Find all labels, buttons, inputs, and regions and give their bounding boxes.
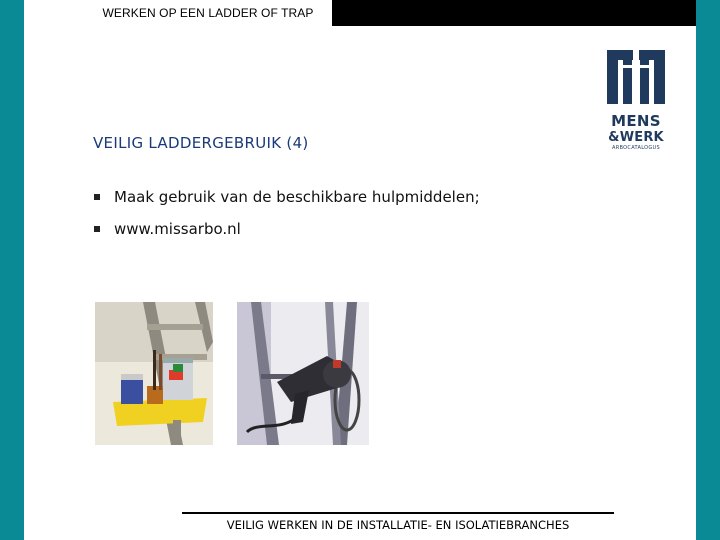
bullet-item <box>94 213 480 245</box>
footer-title: VEILIG WERKEN IN DE INSTALLATIE- EN ISOLATIEBRANCHES <box>182 512 614 540</box>
logo-word-arbocatalogus: ARBOCATALOGUS <box>612 145 660 151</box>
header-title: WERKEN OP EEN LADDER OF TRAP <box>84 0 332 26</box>
bullet-item <box>94 181 480 213</box>
bottom-right-white-block <box>614 516 696 540</box>
logo-mark-icon <box>602 46 670 108</box>
bottom-left-white-block <box>24 516 182 540</box>
mens-werk-logo <box>602 46 670 158</box>
bullet-list <box>94 181 480 245</box>
slide-heading: VEILIG LADDERGEBRUIK (4) <box>93 134 309 152</box>
bullet-square-icon <box>94 226 100 232</box>
bullet-square-icon <box>94 194 100 200</box>
logo-word-mens: MENS <box>611 112 661 130</box>
left-teal-border <box>0 0 24 540</box>
right-teal-border <box>696 0 720 540</box>
bullet-link-text[interactable]: www.missarbo.nl <box>114 220 241 238</box>
bullet-text: Maak gebruik van de beschikbare hulpmiddelen; <box>114 188 480 206</box>
top-left-white-block <box>24 0 84 26</box>
ladder-heat-gun-holder-photo <box>237 302 369 445</box>
ladder-paint-tray-photo <box>95 302 213 445</box>
heat-gun-illustration <box>237 302 369 445</box>
paint-tray-illustration <box>95 302 213 445</box>
top-black-band <box>332 0 696 26</box>
logo-word-werk: &WERK <box>608 130 664 145</box>
